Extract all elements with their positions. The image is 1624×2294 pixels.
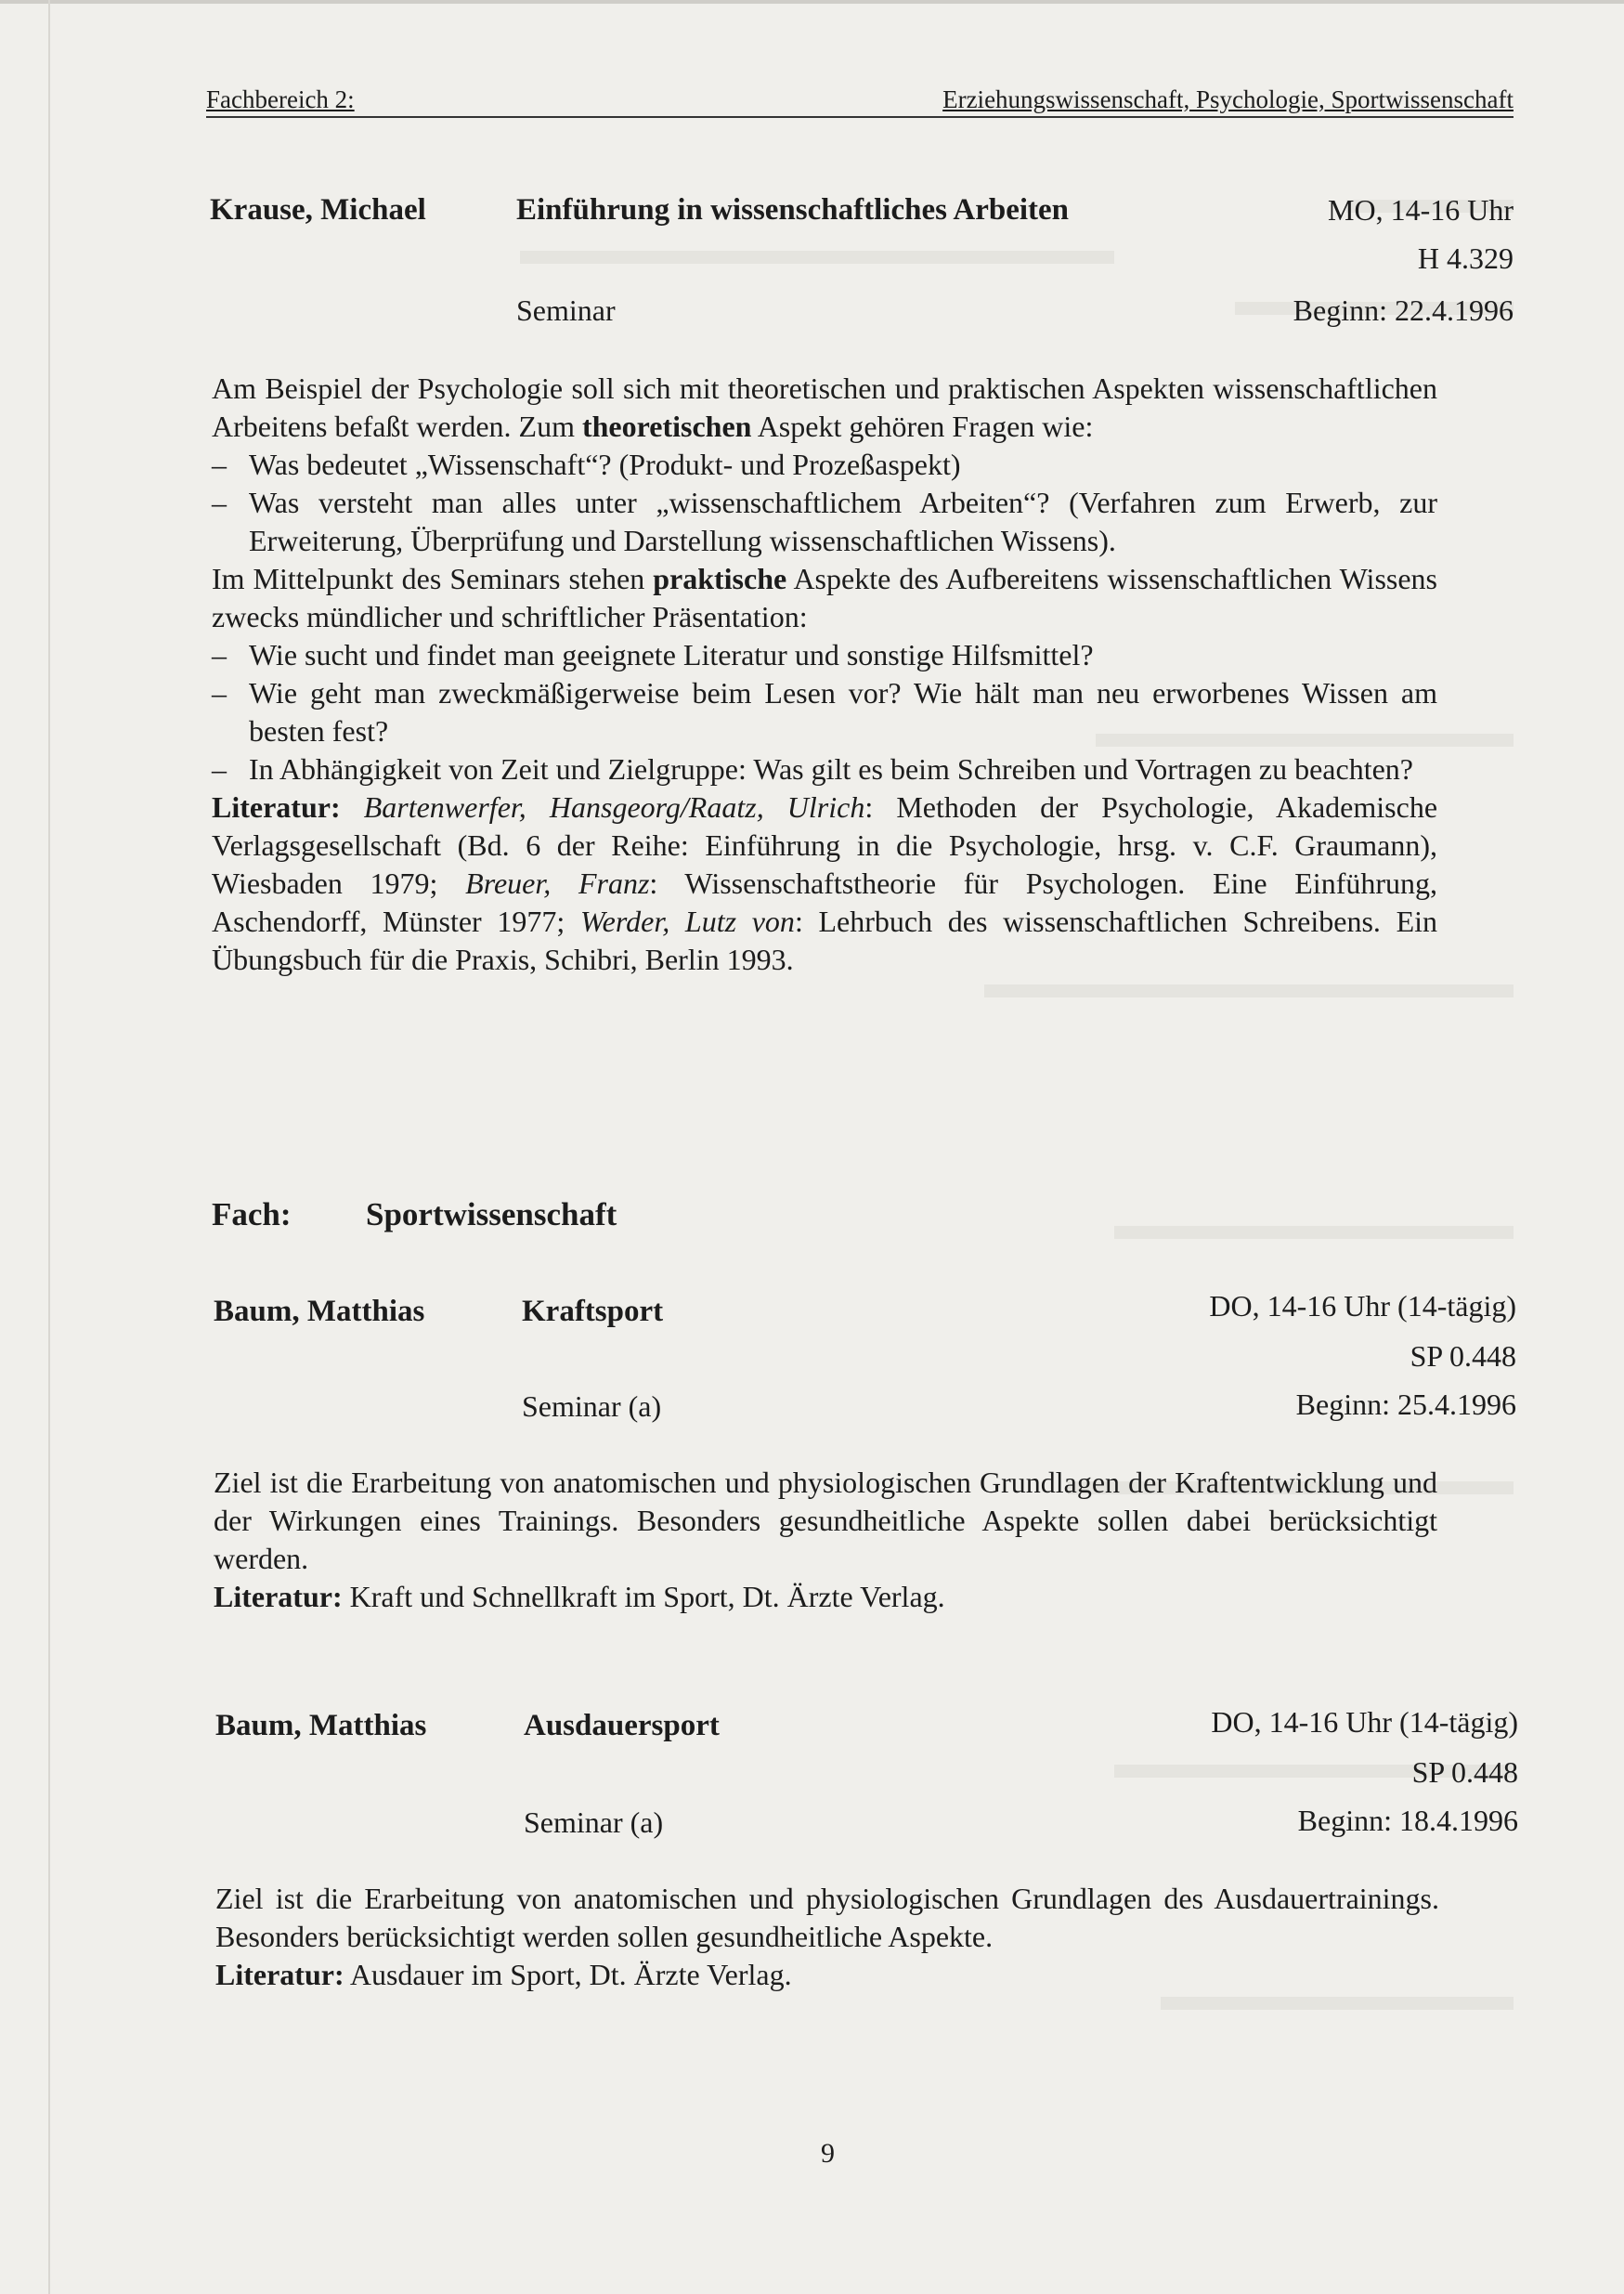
course3-lit-label: Literatur: (215, 1958, 344, 1991)
course1-bullet-4: Wie geht man zweckmäßigerweise beim Lesen vor? Wie hält man neu erworbenes Wissen am besten fest? (249, 676, 1437, 748)
header-department: Fachbereich 2: (206, 85, 355, 113)
course1-intro-text: Am Beispiel der Psychologie soll sich mit theoretischen und praktischen Aspekten wissenschaftlichen Arbeitens befaßt werden. Zum (212, 371, 1437, 443)
course1-room: H 4.329 (1417, 241, 1514, 275)
course3-start: Beginn: 18.4.1996 (1297, 1804, 1518, 1837)
course1-start: Beginn: 22.4.1996 (1293, 293, 1514, 327)
course1-intro (212, 370, 1437, 446)
course3-literature (215, 1956, 1439, 1994)
course1-lit-author-2: Breuer, Franz (465, 867, 650, 900)
course3-room: SP 0.448 (1411, 1755, 1518, 1789)
course2-desc-text: Ziel ist die Erarbeitung von anatomischen und physiologischen Grundlagen der Kraftentwicklung und der Wirkungen eines Trainings. Besonders gesundheitliche Aspekte sollen dabei berücksichtigt werden. (214, 1466, 1437, 1575)
page-header (206, 85, 1514, 118)
page-number: 9 (821, 2138, 835, 2169)
course2-title: Kraftsport (522, 1295, 664, 1328)
course1-bullet-5: In Abhängigkeit von Zeit und Zielgruppe: Was gilt es beim Schreiben und Vortragen zu beachten? (249, 752, 1413, 786)
course2-room: SP 0.448 (1410, 1339, 1516, 1373)
header-subjects: Erziehungswissenschaft, Psychologie, Sportwissenschaft (942, 85, 1514, 113)
course1-time: MO, 14-16 Uhr (1328, 193, 1514, 227)
course1-lit-text-2: : Wissenschaftstheorie für Psychologen. Eine Einführung, Aschendorff, Münster 1977; (212, 867, 1438, 938)
course1-lecturer: Krause, Michael (210, 193, 426, 227)
course3-desc-text: Ziel ist die Erarbeitung von anatomischen und physiologischen Grundlagen des Ausdauertrainings. Besonders berücksichtigt werden sollen gesundheitliche Aspekte. (215, 1882, 1439, 1953)
course2-type: Seminar (a) (522, 1389, 662, 1423)
course2-literature (214, 1578, 1437, 1616)
course3-type: Seminar (a) (524, 1805, 664, 1839)
course2-lecturer: Baum, Matthias (214, 1295, 425, 1328)
course1-intro-bold: theoretischen (581, 410, 752, 443)
list-item: – In Abhängigkeit von Zeit und Zielgruppe: Was gilt es beim Schreiben und Vortragen zu beachten? (212, 750, 1437, 789)
course1-type: Seminar (516, 293, 616, 327)
fach-label: Fach: (212, 1196, 292, 1232)
course1-bullet-2: Was versteht man alles unter „wissenschaftlichem Arbeiten“? (Verfahren zum Erwerb, zur Erweiterung, Überprüfung und Darstellung wissenschaftlichen Wissens). (249, 486, 1437, 557)
course1-lit-text-3: : Lehrbuch des wissenschaftlichen Schreibens. Ein Übungsbuch für die Praxis, Schibri, Berlin 1993. (212, 905, 1438, 976)
course1-description (212, 370, 1437, 979)
course2-lit-text: Kraft und Schnellkraft im Sport, Dt. Ärzte Verlag. (342, 1580, 945, 1613)
course1-bullet-1: Was bedeutet „Wissenschaft“? (Produkt- und Prozeßaspekt) (249, 448, 961, 481)
course1-literature (212, 789, 1437, 979)
course1-mid-text: Im Mittelpunkt des Seminars stehen (212, 562, 654, 595)
course3-time: DO, 14-16 Uhr (14-tägig) (1211, 1705, 1518, 1739)
course2-start: Beginn: 25.4.1996 (1295, 1388, 1516, 1421)
course1-lit-text-1: : Methoden der Psychologie, Akademische Verlagsgesellschaft (Bd. 6 der Reihe: Einführung in die Psychologie, hrsg. v. C.F. Graumann), Wiesbaden 1979; (212, 790, 1438, 900)
course1-title: Einführung in wissenschaftliches Arbeiten (516, 193, 1069, 227)
course2-description (214, 1464, 1437, 1616)
course3-lecturer: Baum, Matthias (215, 1709, 427, 1742)
course1-bullet-3: Wie sucht und findet man geeignete Literatur und sonstige Hilfsmittel? (249, 638, 1094, 671)
course3-lit-text: Ausdauer im Sport, Dt. Ärzte Verlag. (344, 1958, 792, 1991)
course2-time: DO, 14-16 Uhr (14-tägig) (1209, 1289, 1516, 1323)
course1-intro-text-end: Aspekt gehören Fragen wie: (751, 410, 1094, 443)
course1-lit-label: Literatur: (212, 790, 341, 824)
course1-mid-text-end: Aspekte des Aufbereitens wissenschaftlichen Wissens zwecks mündlicher und schriftlicher Präsentation: (212, 562, 1437, 633)
list-item: – Wie geht man zweckmäßigerweise beim Lesen vor? Wie hält man neu erworbenes Wissen am besten fest? (212, 674, 1437, 750)
list-item: – Wie sucht und findet man geeignete Literatur und sonstige Hilfsmittel? (212, 636, 1437, 674)
course2-lit-label: Literatur: (214, 1580, 343, 1613)
course1-mid-bold: praktische (653, 562, 787, 595)
course3-title: Ausdauersport (524, 1709, 720, 1742)
course3-description (215, 1880, 1439, 1994)
fach-name: Sportwissenschaft (366, 1196, 617, 1232)
list-item: – Was versteht man alles unter „wissenschaftlichem Arbeiten“? (Verfahren zum Erwerb, zur Erweiterung, Überprüfung und Darstellung wissenschaftlichen Wissens). (212, 484, 1437, 560)
course1-mid (212, 560, 1437, 636)
course1-lit-author-1: Bartenwerfer, Hansgeorg/Raatz, Ulrich (363, 790, 865, 824)
course1-lit-author-3: Werder, Lutz von (579, 905, 795, 938)
list-item: – Was bedeutet „Wissenschaft“? (Produkt- und Prozeßaspekt) (212, 446, 1437, 484)
